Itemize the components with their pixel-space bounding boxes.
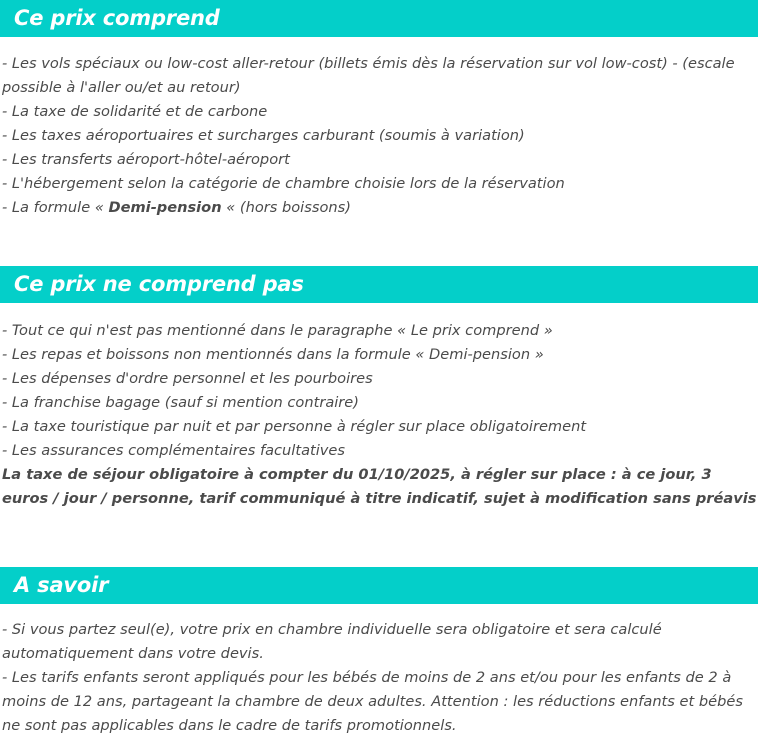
section-header-ce-prix-ne-comprend-pas xyxy=(0,266,758,303)
spacer xyxy=(0,511,758,567)
formule-emphasis: Demi-pension xyxy=(108,199,222,216)
formule-prefix: - La formule « xyxy=(2,199,109,216)
list-item-formule xyxy=(2,196,758,220)
spacer xyxy=(0,37,758,52)
list-item: - L'hébergement selon la catégorie de chambre choisie lors de la réservation xyxy=(2,175,565,192)
list-item: - Si vous partez seul(e), votre prix en chambre individuelle sera obligatoire et sera calculé automatiquement dans votre devis. xyxy=(2,621,662,662)
list-item: - Les taxes aéroportuaires et surcharges carburant (soumis à variation) xyxy=(2,127,525,144)
section-title: A savoir xyxy=(14,573,109,597)
list-item: - Les transferts aéroport-hôtel-aéroport xyxy=(2,151,290,168)
section-title: Ce prix ne comprend pas xyxy=(14,272,304,296)
spacer xyxy=(0,220,758,266)
section-header-a-savoir xyxy=(0,567,758,604)
list-item: - La taxe touristique par nuit et par personne à régler sur place obligatoirement xyxy=(2,418,587,435)
section-header-ce-prix-comprend xyxy=(0,0,758,37)
list-item: - Les vols spéciaux ou low-cost aller-retour (billets émis dès la réservation sur vol low-cost) - (escale possible à l'aller ou/et au retour) xyxy=(2,55,735,96)
spacer xyxy=(0,303,758,319)
tourist-tax-note: La taxe de séjour obligatoire à compter du 01/10/2025, à régler sur place : à ce jour, 3 euros / jour / personne, tarif communiqué à titre indicatif, sujet à modification sans préavis xyxy=(2,466,757,507)
list-item: - La franchise bagage (sauf si mention contraire) xyxy=(2,394,359,411)
formule-suffix: « (hors boissons) xyxy=(221,199,351,216)
section-title: Ce prix comprend xyxy=(14,6,220,30)
section-body-ce-prix-comprend xyxy=(0,52,758,220)
section-body-a-savoir xyxy=(0,618,758,738)
list-item: - Tout ce qui n'est pas mentionné dans le paragraphe « Le prix comprend » xyxy=(2,322,553,339)
list-item: - Les repas et boissons non mentionnés dans la formule « Demi-pension » xyxy=(2,346,544,363)
list-item: - Les dépenses d'ordre personnel et les pourboires xyxy=(2,370,373,387)
list-item: - Les tarifs enfants seront appliqués pour les bébés de moins de 2 ans et/ou pour les enfants de 2 à moins de 12 ans, partageant la chambre de deux adultes. Attention : les réductions enfants et bébés ne sont pas applicables dans le cadre de tarifs promotionnels. xyxy=(2,669,743,734)
section-body-ce-prix-ne-comprend-pas xyxy=(0,319,758,511)
list-item: - La taxe de solidarité et de carbone xyxy=(2,103,268,120)
spacer xyxy=(0,604,758,618)
list-item: - Les assurances complémentaires facultatives xyxy=(2,442,346,459)
